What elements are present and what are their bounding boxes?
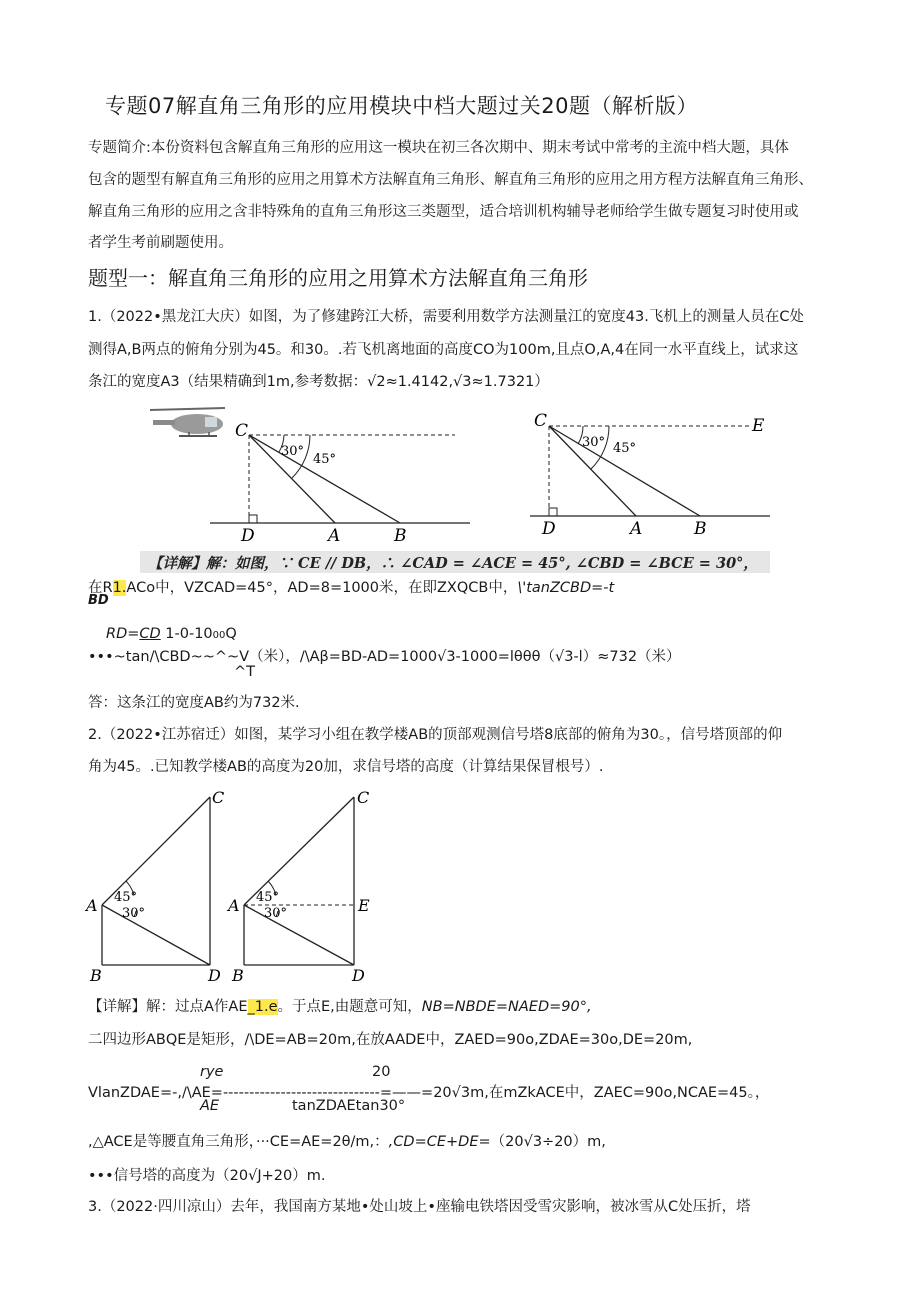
angle-45: 45° [256, 890, 280, 905]
q1-figure-right [520, 408, 780, 538]
rd-cd: CD [139, 626, 161, 642]
label-e: E [752, 416, 765, 436]
frac-bottom-right: tanZDAEtan30° [292, 1098, 406, 1114]
label-e: E [358, 896, 370, 915]
angle-45: 45° [114, 890, 138, 905]
highlight-mark: 1. [112, 580, 127, 596]
q1-line-3: 条江的宽度A3（结果精确到1m,参考数据：√2≈1.4142,√3≈1.7321） [88, 374, 549, 390]
q1-sol-pre: 在R [88, 580, 113, 596]
label-b: B [232, 966, 244, 985]
section-heading: 题型一：解直角三角形的应用之用算术方法解直角三角形 [88, 266, 588, 290]
label-d: D [542, 519, 556, 539]
q2-figure-right [224, 785, 384, 985]
q2-line-iso [88, 1130, 606, 1151]
angle-45: 45° [613, 441, 637, 456]
q2-frac-line: VlanZDAE=-,/\AE=------------------------------=——=20√3m,在mZkACE中，ZAEC=90o,NCAE=45。， [88, 1085, 770, 1101]
q1-sol-tail: \'tanZCBD=-t [517, 580, 615, 596]
label-b: B [694, 519, 707, 539]
rd-sub: 00 [212, 630, 226, 641]
q2-detail-line [88, 995, 592, 1016]
q1-figure-left [145, 400, 475, 546]
q1-calc-line: •••~tan/\CBD~~^~V（米），/\Aβ=BD-AD=1000√3-1000=lθθθ（√3-l）≈732（米） [88, 649, 681, 665]
q1-answer: 答：这条江的宽度AB约为732米. [88, 695, 300, 711]
page-title: 专题07解直角三角形的应用模块中档大题过关20题（解析版） [105, 94, 698, 118]
label-a: A [328, 526, 341, 546]
highlight-mark: _1.e [247, 999, 278, 1015]
q2-detail-pre: 【详解】解：过点A作AE [88, 999, 248, 1015]
label-a: A [630, 519, 643, 539]
q1-line-2: 测得A,B两点的俯角分别为45。和30。.若飞机离地面的高度CO为100m,且点O,A,4在同一水平直线上，试求这 [88, 342, 799, 358]
q1-solution-line-1 [88, 576, 614, 597]
q1-rd-line [106, 626, 237, 642]
label-a: A [228, 896, 240, 915]
intro-line-3: 解直角三角形的应用之含非特殊角的直角三角形这三类题型，适合培训机构辅导老师给学生做专题复习时使用或 [88, 204, 799, 220]
label-c: C [235, 421, 249, 441]
q1-line-1: 1.（2022•黑龙江大庆）如图，为了修建跨江大桥，需要利用数学方法测量江的宽度43.飞机上的测量人员在C处 [88, 309, 804, 325]
rd-label: RD= [106, 626, 140, 642]
intro-line-4: 者学生考前刷题使用。 [88, 235, 233, 251]
angle-30: 30° [281, 444, 305, 459]
q1-bd-label: BD [88, 593, 109, 608]
intro-line-1: 专题简介:本份资料包含解直角三角形的应用这一模块在初三各次期中、期末考试中常考的主流中档大题，具体 [88, 140, 789, 156]
q2-detail-it: NB=NBDE=NAED=90°, [421, 999, 592, 1015]
q2-line4-post: （20√3÷20）m, [490, 1134, 606, 1150]
label-a: A [86, 896, 98, 915]
helicopter-icon [150, 408, 225, 436]
label-b: B [394, 526, 407, 546]
angle-30: 30° [122, 906, 146, 921]
label-d: D [208, 966, 221, 985]
q1-sol-post: ACo中，VZCAD=45°，AD=8=1000米，在即ZXQCB中， [126, 580, 518, 596]
q2-detail-post: 。于点E,由题意可知， [277, 999, 422, 1015]
q1-t-mark: ^T [234, 664, 256, 680]
q2-line4-it: ,CD=CE+DE= [388, 1134, 491, 1150]
q2-line4-pre: ,△ACE是等腰直角三角形，···CE=AE=2θ/m,： [88, 1134, 389, 1150]
rd-rest: 1-0-10 [165, 626, 213, 642]
angle-30: 30° [582, 435, 606, 450]
intro-line-2: 包含的题型有解直角三角形的应用之用算术方法解直角三角形、解直角三角形的应用之用方程方法解直角三角形、 [88, 172, 813, 188]
q2-answer: •••信号塔的高度为（20√J+20）m. [88, 1168, 326, 1184]
frac-top-right: 20 [372, 1064, 391, 1080]
label-b: B [90, 966, 102, 985]
label-c: C [212, 788, 225, 807]
label-c: C [357, 788, 370, 807]
q2-line-1: 2.（2022•江苏宿迁）如图，某学习小组在教学楼AB的顶部观测信号塔8底部的俯角为30。，信号塔顶部的仰 [88, 727, 783, 743]
q3-line-1: 3.（2022·四川凉山）去年，我国南方某地•处山坡上•座输电铁塔因受雪灾影响，被冰雪从C处压折，塔 [88, 1199, 751, 1215]
frac-top-left: rye [200, 1064, 224, 1080]
frac-bottom-left: AE [200, 1098, 220, 1114]
q2-line-2: 角为45。.已知教学楼AB的高度为20加，求信号塔的高度（计算结果保冒根号）. [88, 759, 604, 775]
label-d: D [241, 526, 255, 546]
label-c: C [534, 411, 548, 431]
q2-figure-left [82, 785, 232, 985]
angle-45: 45° [313, 452, 337, 467]
rd-q: Q [225, 626, 237, 642]
angle-30: 30° [264, 906, 288, 921]
label-d: D [352, 966, 365, 985]
q1-detail-line: 【详解】解：如图，∵ CE // DB，∴ ∠CAD = ∠ACE = 45°, ∠CBD = ∠BCE = 30°， [148, 555, 758, 572]
q2-line-rect: 二四边形ABQE是矩形，/\DE=AB=20m,在放AADE中，ZAED=90o,ZDAE=30o,DE=20m, [88, 1032, 693, 1048]
